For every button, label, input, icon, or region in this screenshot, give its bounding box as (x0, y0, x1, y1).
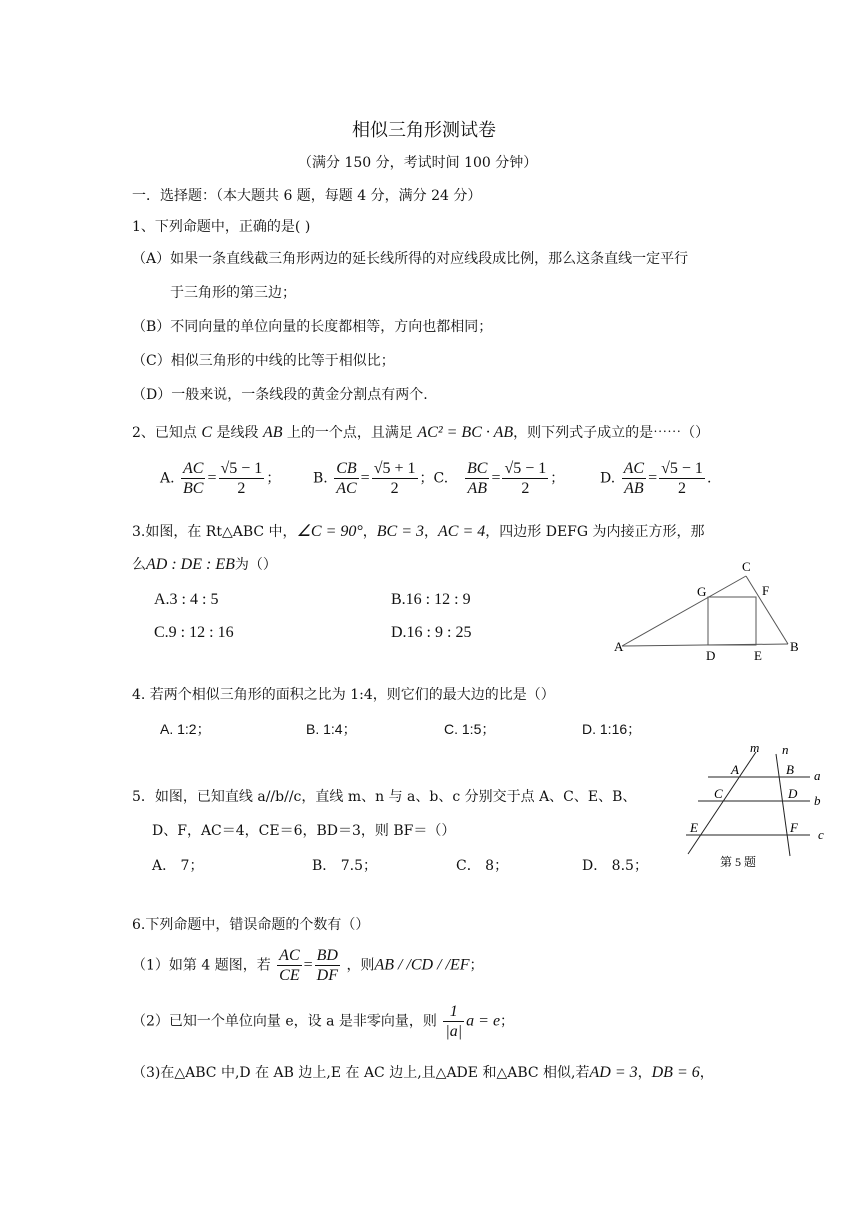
q6-statement-1: （1）如第 4 题图，若 $\frac{AC}{CE}$ = $\frac{BD}{DF}$ ，则AB / /CD / /EF； (132, 947, 484, 984)
label-F: F (790, 820, 798, 835)
label-B: B (790, 639, 799, 654)
label-C: C (742, 559, 751, 574)
q1-stem: 1、下列命题中，正确的是( ) (132, 219, 311, 235)
label-D: D (706, 648, 716, 663)
q3-option-a: A.3 : 4 : 5 (154, 591, 219, 608)
fraction: $\frac{√5 + 1}{2}$ (373, 460, 416, 497)
fraction: $\frac{BD}{DF}$ (316, 947, 338, 984)
label-c: c (818, 827, 824, 842)
q4-option-a: A. 1:2； (160, 721, 211, 737)
q3-option-c: C.9 : 12 : 16 (154, 624, 234, 641)
q5-option-c: C． 8； (456, 858, 509, 874)
page-title: 相似三角形测试卷 (352, 120, 496, 141)
q5-option-a: A． 7； (152, 858, 204, 874)
q6-stem: 6.下列命题中，错误命题的个数有（） (132, 917, 370, 933)
q4-option-b: B. 1:4； (306, 721, 357, 737)
label-G: G (697, 584, 707, 599)
label-E: E (754, 648, 762, 663)
q4-option-c: C. 1:5； (444, 721, 496, 737)
q3-option-d: D.16 : 9 : 25 (391, 624, 472, 641)
parallel-lines-figure (678, 740, 828, 872)
label-E: E (690, 820, 698, 835)
q6-statement-2: （2）已知一个单位向量 e，设 a 是非零向量，则 $\frac{1}{|a|}$ a = e； (132, 1003, 515, 1040)
fraction: $\frac{AC}{CE}$ (279, 947, 300, 984)
q2-stem: 2、已知点 C 是线段 AB 上的一个点，且满足 AC² = BC · AB，则下列式子成立的是⋯⋯（） (132, 424, 710, 441)
fraction: $\frac{CB}{AC}$ (336, 460, 357, 497)
q1-option-c: （C）相似三角形的中线的比等于相似比； (132, 353, 395, 369)
q3-stem-line2: 么AD : DE : EB为（） (132, 556, 277, 573)
q2-option-d: D. $\frac{AC}{AB}$ = $\frac{√5 - 1}{2}$ . (600, 460, 712, 497)
fraction: $\frac{√5 - 1}{2}$ (504, 460, 547, 497)
fraction: $\frac{AC}{AB}$ (623, 460, 645, 497)
q1-option-a-cont: 于三角形的第三边； (170, 285, 296, 301)
label-C: C (714, 786, 723, 801)
label-F: F (762, 583, 770, 598)
label-A: A (731, 762, 739, 777)
q6-statement-3: （3)在△ABC 中,D 在 AB 边上,E 在 AC 边上,且△ADE 和△ABC 相似,若AD = 3，DB = 6， (132, 1064, 714, 1081)
fraction: $\frac{BC}{AB}$ (467, 460, 488, 497)
q5-stem-line1: 5．如图，已知直线 a//b//c，直线 m、n 与 a、b、c 分别交于点 A、C、E、B、 (132, 789, 637, 805)
q3-option-b: B.16 : 12 : 9 (391, 591, 471, 608)
q2-formula: AC² = BC · AB (417, 424, 514, 441)
q5-option-b: B． 7.5； (312, 858, 378, 874)
q4-option-d: D. 1:16； (582, 721, 642, 737)
label-D: D (788, 786, 798, 801)
fraction: $\frac{√5 - 1}{2}$ (661, 460, 703, 497)
q1-option-a: （A）如果一条直线截三角形两边的延长线所得的对应线段成比例，那么这条直线一定平行 (132, 251, 689, 267)
page-subtitle: （满分 150 分，考试时间 100 分钟） (298, 155, 538, 171)
q1-option-b: （B）不同向量的单位向量的长度都相等，方向也都相同； (132, 319, 493, 335)
section-heading: 一．选择题：（本大题共 6 题，每题 4 分，满分 24 分） (132, 188, 482, 204)
label-n: n (782, 742, 789, 757)
q2-option-c: $\frac{BC}{AB}$ = $\frac{√5 - 1}{2}$ ； (467, 460, 565, 497)
q4-stem: 4. 若两个相似三角形的面积之比为 1:4，则它们的最大边的比是（） (132, 687, 555, 703)
q1-option-d: （D）一般来说，一条线段的黄金分割点有两个. (132, 387, 428, 403)
label-a: a (814, 768, 821, 783)
q3-stem-line1: 3.如图，在 Rt△ABC 中，∠C = 90°，BC = 3，AC = 4，四边形 DEFG 为内接正方形，那 (132, 523, 705, 540)
fraction: $\frac{1}{|a|}$ (445, 1003, 463, 1040)
q2-option-b: B. $\frac{CB}{AC}$ = $\frac{√5 + 1}{2}$ ；C. (313, 460, 449, 497)
label-b: b (814, 793, 821, 808)
triangle-square-figure (612, 556, 812, 666)
fraction: $\frac{√5 - 1}{2}$ (220, 460, 263, 497)
q5-option-d: D． 8.5； (582, 858, 648, 874)
label-m: m (750, 740, 760, 755)
fraction: $\frac{AC}{BC}$ (183, 460, 204, 497)
figure-caption: 第 5 题 (720, 855, 757, 869)
label-A: A (614, 639, 624, 654)
q5-stem-line2: D、F，AC＝4，CE＝6，BD＝3，则 BF＝（） (152, 823, 456, 839)
label-B: B (786, 762, 794, 777)
q2-option-a: A. $\frac{AC}{BC}$ = $\frac{√5 - 1}{2}$ ； (160, 460, 281, 497)
